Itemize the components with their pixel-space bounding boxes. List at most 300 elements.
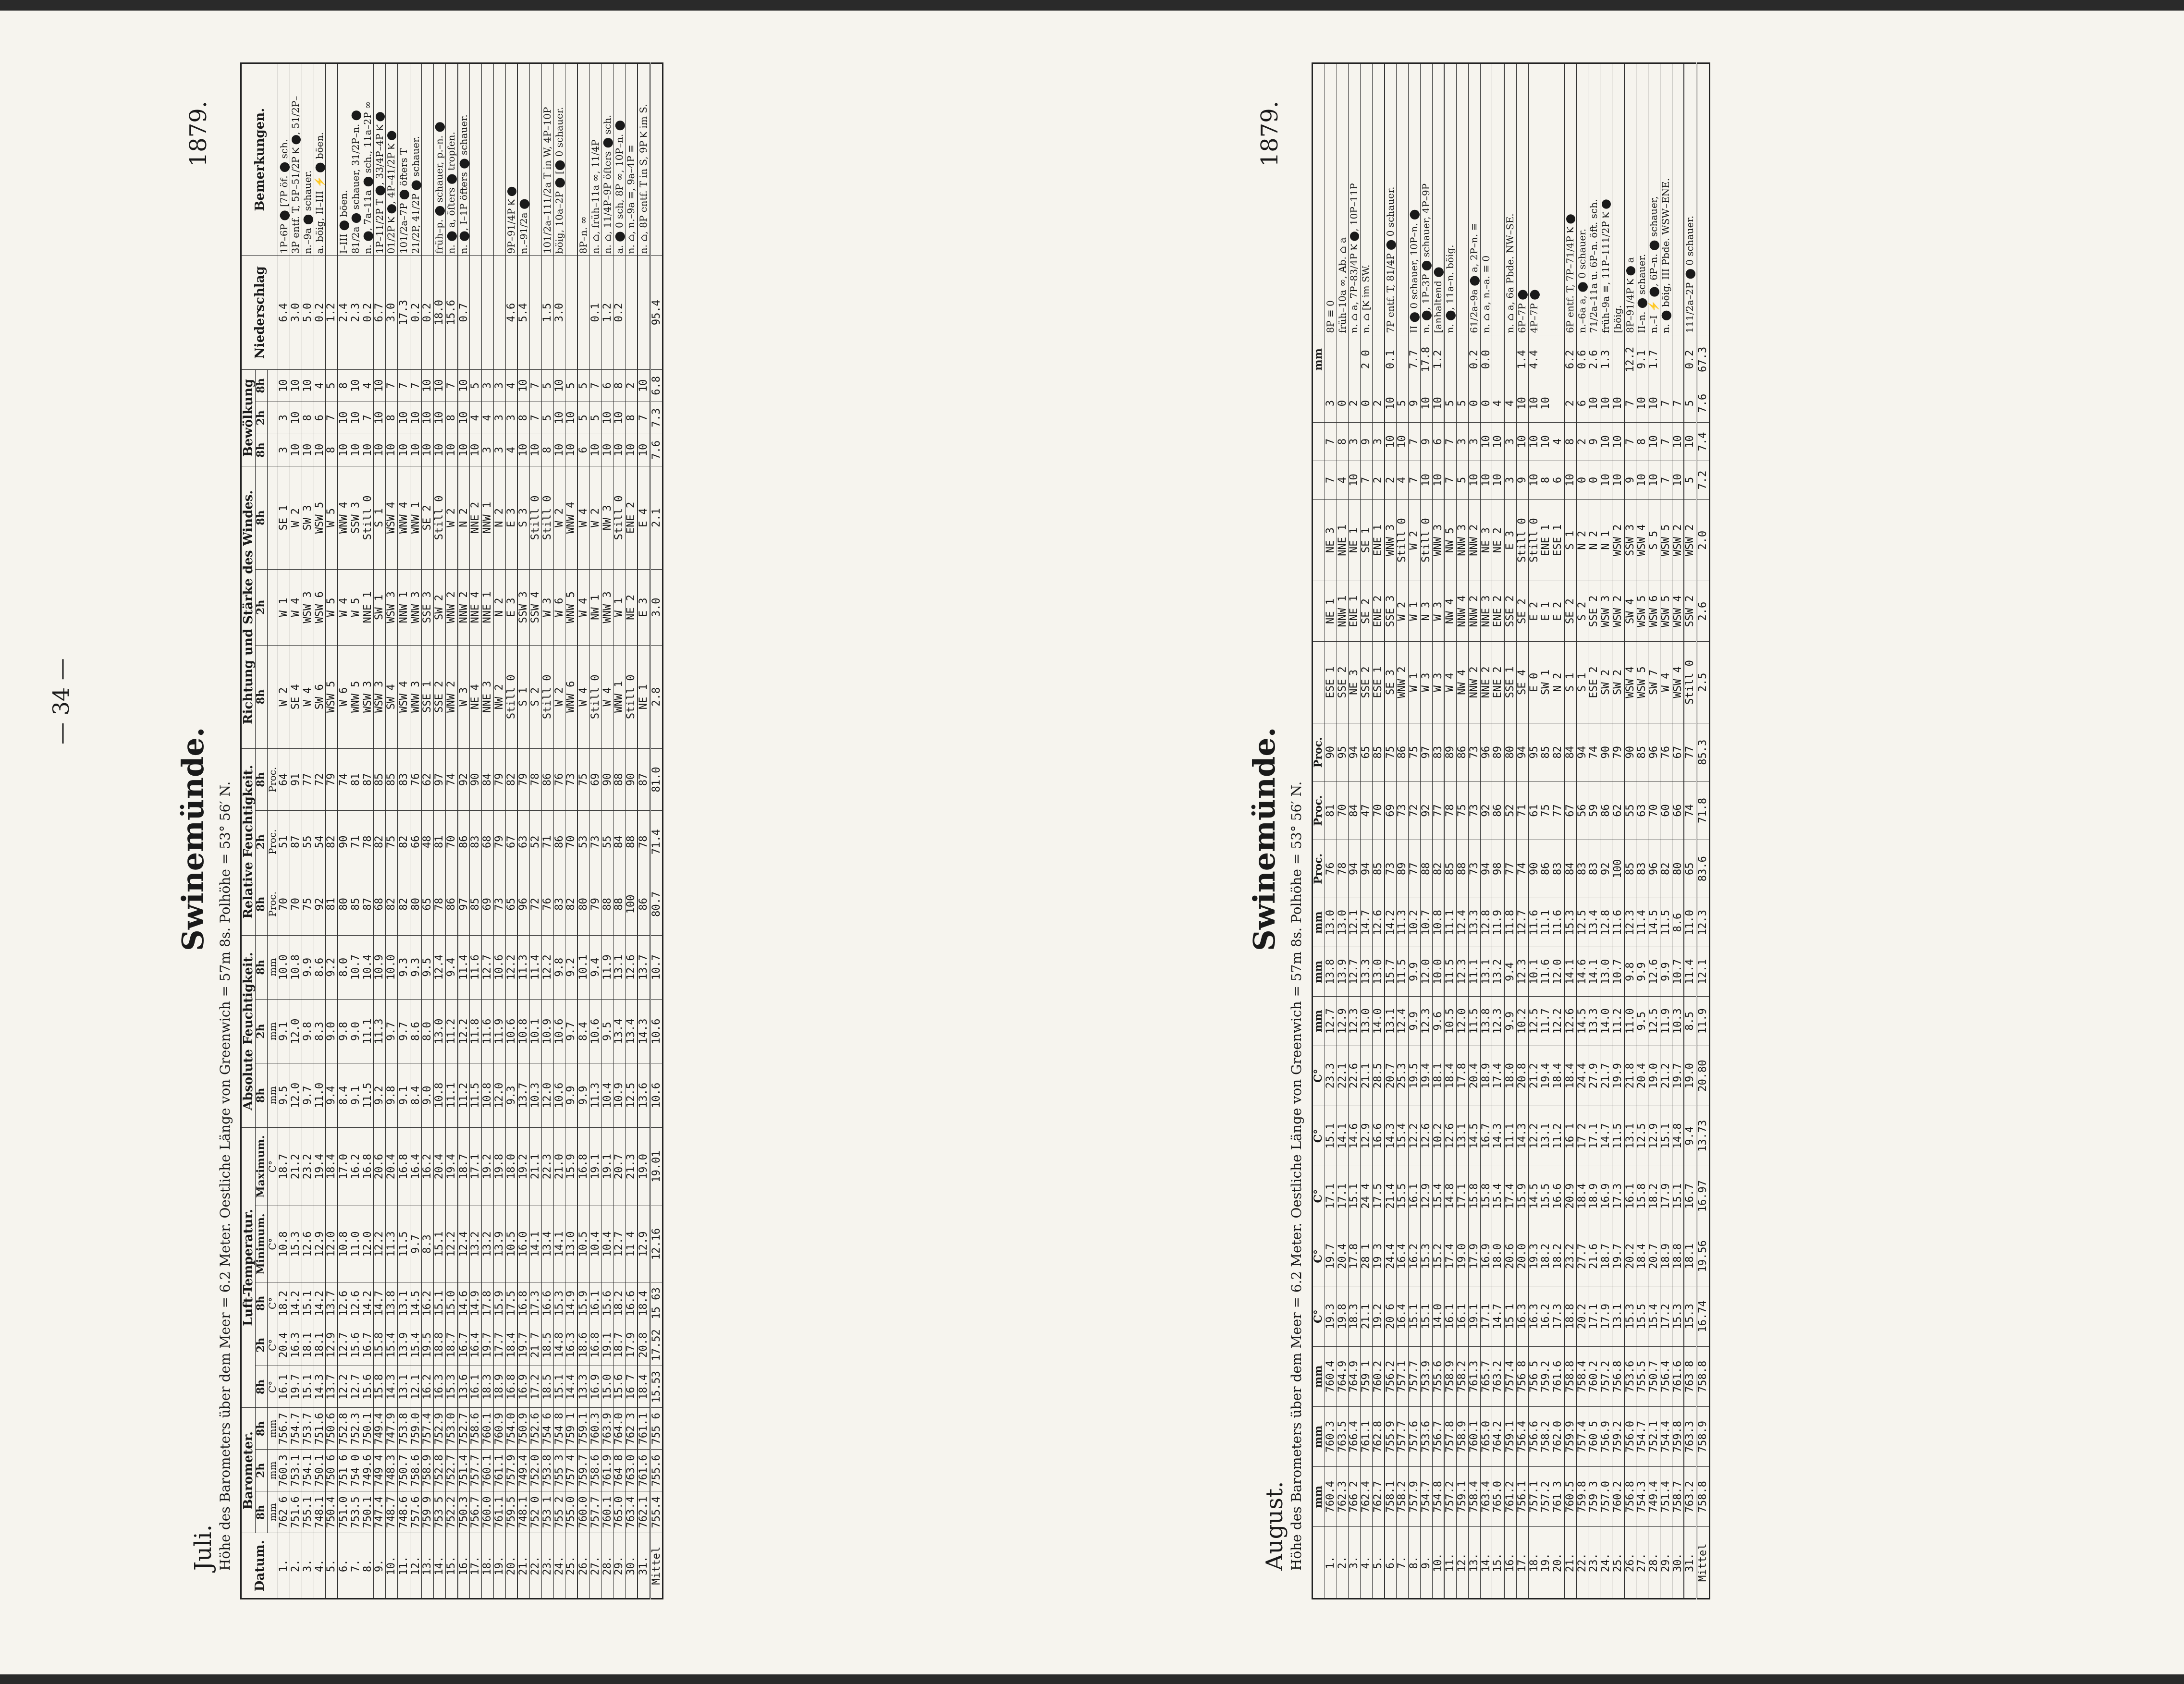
table-cell: 20.4: [434, 1127, 446, 1206]
table-cell: 8: [613, 369, 626, 402]
table-cell: 10.8: [290, 935, 302, 999]
table-cell: 11.9: [1492, 898, 1504, 947]
table-cell: 6: [1432, 423, 1444, 461]
table-cell: 79: [493, 811, 505, 873]
cell-datum: 3.: [1349, 1527, 1361, 1599]
table-cell: 1.7: [1648, 335, 1660, 384]
table-cell: 9.2: [565, 935, 577, 999]
table-cell: 12.2: [445, 1206, 457, 1282]
cell-bemerkungen: 4P–7P ⬤: [1528, 63, 1540, 335]
table-cell: 10: [553, 369, 565, 402]
table-cell: 20.4: [386, 1127, 398, 1206]
h-8: 8h: [256, 1366, 268, 1408]
cell-datum: 30.: [1672, 1527, 1684, 1599]
table-cell: 11.5: [1444, 947, 1456, 997]
table-cell: 5: [541, 402, 553, 434]
table-cell: 19.7: [290, 1366, 302, 1408]
table-cell: 14.1: [530, 1206, 542, 1282]
table-cell: [650, 63, 663, 256]
table-cell: 9: [1624, 461, 1636, 499]
table-cell: 12.4: [1397, 996, 1409, 1046]
table-cell: 9.5: [422, 935, 434, 999]
table-cell: 9.9: [1660, 947, 1672, 997]
table-cell: 16 7: [626, 1366, 638, 1408]
table-cell: 10: [613, 434, 626, 466]
cell-bemerkungen: 8P–n. ∞: [577, 63, 589, 256]
table-cell: 10: [1468, 461, 1480, 499]
table-cell: 2.1: [650, 466, 663, 569]
table-cell: 13.0: [1337, 898, 1349, 947]
table-cell: 12.0: [362, 1206, 374, 1282]
table-cell: SSW 4: [530, 569, 542, 645]
table-cell: 9.8: [553, 935, 565, 999]
table-cell: 10: [290, 402, 302, 434]
table-cell: 0: [1468, 384, 1480, 423]
table-cell: 762.7: [1372, 1467, 1384, 1527]
table-cell: 20.7: [1385, 1046, 1397, 1106]
table-cell: 753 5: [434, 1491, 446, 1533]
table-cell: 8: [1564, 423, 1576, 461]
table-cell: 1.2: [1432, 335, 1444, 384]
cell-datum: 31.: [1684, 1527, 1696, 1599]
table-cell: 15.1: [302, 1282, 314, 1324]
cell-bemerkungen: [böig.: [1612, 63, 1624, 335]
table-cell: 757.6: [410, 1491, 422, 1533]
table-cell: WSW 5: [1660, 499, 1672, 581]
cell-datum: 10.: [386, 1533, 398, 1599]
table-cell: 13.7: [638, 935, 650, 999]
table-cell: 17.4: [1492, 1046, 1504, 1106]
cell-datum: 15.: [1492, 1527, 1504, 1599]
table-cell: 10.2: [1409, 898, 1421, 947]
cell-datum: 25.: [565, 1533, 577, 1599]
table-cell: WNW 5: [565, 569, 577, 645]
table-cell: SE 1: [1361, 499, 1373, 581]
table-cell: W 2: [553, 645, 565, 748]
table-cell: 11.1: [445, 1063, 457, 1127]
cell-datum: 16.: [458, 1533, 470, 1599]
table-cell: 73: [1385, 840, 1397, 898]
table-cell: 18.0: [1504, 1046, 1516, 1106]
table-cell: WNW 3: [410, 569, 422, 645]
table-cell: 21.2: [1660, 1046, 1672, 1106]
table-cell: 11.0: [314, 1063, 326, 1127]
table-cell: 765.0: [1492, 1467, 1504, 1527]
table-cell: 10.4: [601, 1206, 613, 1282]
table-cell: 16.1: [1444, 1286, 1456, 1346]
table-cell: 15.3: [1564, 898, 1576, 947]
table-cell: 12.2: [1528, 1106, 1540, 1166]
table-cell: 3.0: [650, 569, 663, 645]
cell-bemerkungen: n. ⌂, früh–11a ∞, 11/4P: [589, 63, 601, 256]
table-cell: 11.1: [1468, 947, 1480, 997]
table-cell: 753.6: [1420, 1406, 1432, 1466]
table-cell: 7: [1409, 423, 1421, 461]
table-cell: 9.4: [589, 935, 601, 999]
table-cell: 10: [1612, 384, 1624, 423]
table-cell: ENE 2: [1492, 641, 1504, 723]
table-cell: 762 6: [278, 1491, 290, 1533]
table-cell: 10: [302, 369, 314, 402]
table-cell: 757.1: [1397, 1346, 1409, 1406]
table-cell: 77: [1409, 840, 1421, 898]
unit-blank: [267, 466, 278, 569]
cell-datum: 6.: [338, 1533, 350, 1599]
table-cell: 100: [1612, 840, 1624, 898]
table-cell: 10: [1480, 461, 1492, 499]
table-cell: 15.3: [1672, 1286, 1684, 1346]
table-cell: 0.7: [458, 256, 470, 370]
table-cell: W 1: [613, 569, 626, 645]
table-cell: 14.4: [565, 1366, 577, 1408]
table-cell: W 2: [589, 466, 601, 569]
table-cell: 52: [1504, 781, 1516, 840]
table-cell: 15.1: [1672, 1166, 1684, 1226]
table-cell: 10: [1492, 423, 1504, 461]
table-cell: 18.4: [1636, 1226, 1648, 1286]
table-cell: 5.4: [517, 256, 529, 370]
table-cell: 4: [314, 369, 326, 402]
table-cell: 8: [302, 402, 314, 434]
table-cell: WSW 4: [1672, 641, 1684, 723]
table-cell: 765.7: [1480, 1346, 1492, 1406]
table-cell: 7: [1624, 423, 1636, 461]
table-cell: NNW 2: [1468, 499, 1480, 581]
table-cell: 14.3: [1385, 1106, 1397, 1166]
table-cell: 11.3: [1397, 898, 1409, 947]
table-cell: 760.0: [577, 1491, 589, 1533]
table-cell: 12.7: [1349, 947, 1361, 997]
table-cell: 763.4: [1480, 1467, 1492, 1527]
table-row: [302, 63, 314, 1599]
table-cell: 13.9: [398, 1324, 410, 1366]
table-cell: 8.0: [422, 999, 434, 1063]
table-cell: 17.2: [530, 1366, 542, 1408]
table-cell: 17.3: [530, 1282, 542, 1324]
table-cell: 28.5: [1372, 1046, 1384, 1106]
table-cell: 11.6: [482, 999, 494, 1063]
table-cell: 8: [1636, 423, 1648, 461]
table-cell: 69: [1385, 781, 1397, 840]
table-cell: 7: [1361, 461, 1373, 499]
table-cell: 9: [1420, 423, 1432, 461]
cell-datum: 24.: [553, 1533, 565, 1599]
table-cell: 77: [1684, 723, 1696, 781]
table-cell: W 5: [326, 466, 338, 569]
table-cell: 87: [362, 748, 374, 811]
table-cell: 11.9: [1660, 996, 1672, 1046]
cell-datum: 9.: [1420, 1527, 1432, 1599]
unit-mm: mm: [267, 1063, 278, 1127]
unit-proc: Proc.: [267, 873, 278, 936]
table-cell: 14.9: [470, 1282, 482, 1324]
table-cell: 63: [1636, 781, 1648, 840]
table-cell: 5: [1397, 384, 1409, 423]
table-body-august: [1325, 63, 1709, 1599]
table-cell: 11.9: [1697, 996, 1710, 1046]
table-cell: 15.4: [1648, 1286, 1660, 1346]
table-cell: 15.53: [650, 1366, 663, 1408]
table-cell: W 2: [445, 466, 457, 569]
table-cell: 10.1: [530, 999, 542, 1063]
table-cell: 751.0: [338, 1491, 350, 1533]
table-cell: 10: [601, 434, 613, 466]
table-cell: 16.8: [398, 1127, 410, 1206]
table-cell: 73: [1468, 781, 1480, 840]
table-cell: 9.8: [302, 999, 314, 1063]
table-cell: 7: [386, 369, 398, 402]
table-cell: 760.1: [482, 1408, 494, 1450]
table-cell: 15.9: [577, 1282, 589, 1324]
table-cell: NE 1: [1349, 499, 1361, 581]
table-cell: 15.3: [1624, 1286, 1636, 1346]
table-cell: [1697, 63, 1710, 335]
table-cell: 80: [338, 873, 350, 936]
table-cell: 759.1: [1457, 1467, 1469, 1527]
table-cell: 81: [326, 873, 338, 936]
table-cell: 12.2: [505, 935, 517, 999]
table-cell: 20.7: [1648, 1226, 1660, 1286]
table-cell: 15.6: [601, 1282, 613, 1324]
table-cell: 10: [1385, 384, 1397, 423]
table-cell: 52: [530, 811, 542, 873]
table-cell: 762.0: [1552, 1406, 1564, 1466]
table-cell: 10.8: [517, 999, 529, 1063]
table-cell: N 2: [1552, 641, 1564, 723]
table-cell: 10.8: [434, 1063, 446, 1127]
table-cell: 10: [374, 369, 386, 402]
table-cell: N 2: [493, 569, 505, 645]
table-cell: 18.4: [505, 1324, 517, 1366]
table-cell: 2.6: [1697, 581, 1710, 641]
cell-datum: 30.: [626, 1533, 638, 1599]
table-cell: ENE 2: [626, 466, 638, 569]
table-cell: 12.7: [613, 1206, 626, 1282]
table-row: [434, 63, 446, 1599]
table-cell: 95.4: [650, 256, 663, 370]
table-cell: 10.0: [278, 935, 290, 999]
table-cell: 758.6: [589, 1450, 601, 1491]
table-cell: 13.1: [1540, 1106, 1552, 1166]
table-cell: 12.3: [1624, 898, 1636, 947]
table-cell: 15.1: [1325, 1106, 1337, 1166]
table-cell: ESE 1: [1325, 641, 1337, 723]
cell-datum: 27.: [1636, 1527, 1648, 1599]
table-cell: SE 3: [1385, 641, 1397, 723]
h-8b: 8h: [256, 369, 268, 402]
table-cell: 16.1: [589, 1282, 601, 1324]
table-cell: NNE 1: [1337, 499, 1349, 581]
table-cell: 24.4: [1385, 1226, 1397, 1286]
cell-bemerkungen: II–n. ⬤ schauer.: [1636, 63, 1648, 335]
table-cell: S 1: [374, 466, 386, 569]
table-cell: 83: [1576, 840, 1588, 898]
table-cell: 19.01: [650, 1127, 663, 1206]
table-cell: 751.6: [290, 1491, 302, 1533]
col-wind: Richtung und Stärke des Windes.: [241, 466, 256, 748]
table-cell: 13.1: [1612, 1286, 1624, 1346]
table-cell: SE 1: [278, 466, 290, 569]
cell-bemerkungen: n.–I ⚡ ⬤, 6P–n. ⬤ schauer,: [1648, 63, 1660, 335]
table-cell: 761.2: [1504, 1467, 1516, 1527]
table-cell: N 3: [1420, 581, 1432, 641]
table-cell: 15.1: [1420, 1286, 1432, 1346]
table-cell: 4: [1337, 461, 1349, 499]
table-cell: 11.4: [458, 935, 470, 999]
table-cell: 15.6: [350, 1324, 362, 1366]
table-cell: 7: [1325, 423, 1337, 461]
table-cell: Still 0: [541, 466, 553, 569]
table-cell: SW 2: [434, 569, 446, 645]
table-cell: 10: [386, 434, 398, 466]
table-cell: 10: [530, 434, 542, 466]
table-cell: 758.8: [1697, 1346, 1710, 1406]
cell-datum: 13.: [422, 1533, 434, 1599]
table-cell: WNW 5: [350, 645, 362, 748]
table-cell: 18.8: [1564, 1286, 1576, 1346]
table-cell: 19.1: [601, 1127, 613, 1206]
table-cell: 86: [445, 873, 457, 936]
table-body-juli: [278, 63, 663, 1599]
cell-bemerkungen: 71/2a–11a u. 6P–n. öft. sch.: [1588, 63, 1600, 335]
table-cell: 20.80: [1697, 1046, 1710, 1106]
table-cell: Still 0: [434, 466, 446, 569]
table-row: [410, 63, 422, 1599]
table-cell: 19.2: [482, 1127, 494, 1206]
table-cell: 20.7: [613, 1127, 626, 1206]
month-title: August.: [1261, 1481, 1288, 1571]
table-cell: 14.7: [1600, 1106, 1612, 1166]
col-barometer: Barometer.: [241, 1408, 256, 1533]
table-cell: 11.9: [493, 999, 505, 1063]
table-cell: SSE 3: [1385, 581, 1397, 641]
table-cell: SSE 3: [422, 569, 434, 645]
cell-datum: 10.: [1432, 1527, 1444, 1599]
table-cell: 10: [362, 434, 374, 466]
table-cell: 12.9: [1361, 1106, 1373, 1166]
h-8: 8h: [256, 1063, 268, 1127]
table-cell: S 1: [517, 645, 529, 748]
table-cell: 763.5: [1337, 1406, 1349, 1466]
table-cell: W 1: [278, 569, 290, 645]
table-cell: 7: [1672, 384, 1684, 423]
panel-august: [1247, 62, 2095, 1599]
table-cell: 13.1: [398, 1282, 410, 1324]
table-cell: 9.7: [565, 999, 577, 1063]
unit-mm: mm: [1313, 1346, 1325, 1406]
col-datum: [1313, 1527, 1325, 1599]
table-cell: 10.8: [482, 1063, 494, 1127]
table-cell: 11.1: [1540, 898, 1552, 947]
table-cell: 3.0: [386, 256, 398, 370]
table-cell: 3: [1372, 423, 1384, 461]
table-cell: 2.5: [1697, 641, 1710, 723]
table-cell: 16.3: [1528, 1286, 1540, 1346]
table-cell: 755.6: [650, 1450, 663, 1491]
table-cell: NNE 3: [482, 645, 494, 748]
table-cell: 74: [1684, 781, 1696, 840]
cell-bemerkungen: n. ⌂ a, 6a Pbde. NW–SE.: [1504, 63, 1516, 335]
table-cell: 1.3: [1600, 335, 1612, 384]
table-cell: 13.3: [1588, 996, 1600, 1046]
cell-bemerkungen: [493, 63, 505, 256]
cell-bemerkungen: n.–91/2a ⬤: [517, 63, 529, 256]
table-cell: 0: [1337, 384, 1349, 423]
table-cell: 10.1: [577, 935, 589, 999]
table-cell: 14.3: [314, 1366, 326, 1408]
table-cell: 85: [374, 748, 386, 811]
table-cell: 752.0: [530, 1450, 542, 1491]
table-cell: 761.6: [1552, 1346, 1564, 1406]
table-cell: 73: [1397, 781, 1409, 840]
table-cell: 3: [1349, 423, 1361, 461]
table-cell: 10.4: [362, 935, 374, 999]
table-cell: 70: [1648, 781, 1660, 840]
table-cell: 11.5: [1660, 898, 1672, 947]
table-cell: 88: [626, 811, 638, 873]
table-cell: 16.8: [362, 1127, 374, 1206]
table-row: [314, 63, 326, 1599]
table-cell: 83: [1588, 840, 1600, 898]
table-cell: 6: [1552, 461, 1564, 499]
table-cell: 10.6: [553, 999, 565, 1063]
table-cell: 2: [1349, 384, 1361, 423]
table-cell: 19.1: [589, 1127, 601, 1206]
table-cell: 16.8: [577, 1127, 589, 1206]
table-cell: 88: [613, 748, 626, 811]
table-cell: 10: [410, 434, 422, 466]
cell-bemerkungen: n. ⌂, n.–9a ≡, 9a–4P ≡: [626, 63, 638, 256]
table-cell: 9.2: [326, 935, 338, 999]
table-cell: 13.0: [434, 999, 446, 1063]
table-cell: 12.7: [1325, 996, 1337, 1046]
table-cell: WSW 2: [1672, 499, 1684, 581]
table-cell: 97: [458, 873, 470, 936]
col-absfeucht: Absolute Feuchtigkeit.: [241, 935, 256, 1127]
table-cell: 750.4: [326, 1491, 338, 1533]
table-cell: 67: [505, 811, 517, 873]
table-cell: 17.9: [1600, 1286, 1612, 1346]
table-cell: 9.9: [577, 1063, 589, 1127]
table-cell: 10: [1528, 461, 1540, 499]
table-cell: 71: [350, 811, 362, 873]
table-cell: 10: [1420, 461, 1432, 499]
table-cell: 10.7: [1420, 898, 1432, 947]
table-cell: WNW 3: [601, 569, 613, 645]
table-cell: 11.1: [1444, 898, 1456, 947]
table-cell: 9.3: [505, 1063, 517, 1127]
table-cell: 67.3: [1697, 335, 1710, 384]
table-cell: 11.3: [517, 935, 529, 999]
table-cell: 15.9: [565, 1127, 577, 1206]
table-cell: 85: [1540, 723, 1552, 781]
table-cell: 9.9: [1409, 996, 1421, 1046]
table-cell: 18.0: [505, 1127, 517, 1206]
table-cell: 757.6: [1409, 1406, 1421, 1466]
table-cell: 16.9: [1480, 1226, 1492, 1286]
table-cell: 752.2: [445, 1491, 457, 1533]
table-cell: 19.8: [493, 1127, 505, 1206]
table-cell: 65: [1684, 840, 1696, 898]
table-cell: 7: [398, 369, 410, 402]
table-cell: 73: [493, 873, 505, 936]
table-cell: 95: [1528, 723, 1540, 781]
cell-bemerkungen: [anhaltend ⬤: [1432, 63, 1444, 335]
table-cell: 12.9: [638, 1206, 650, 1282]
table-cell: NNW 1: [398, 569, 410, 645]
table-cell: 12.8: [1600, 898, 1612, 947]
table-cell: 10: [1648, 461, 1660, 499]
